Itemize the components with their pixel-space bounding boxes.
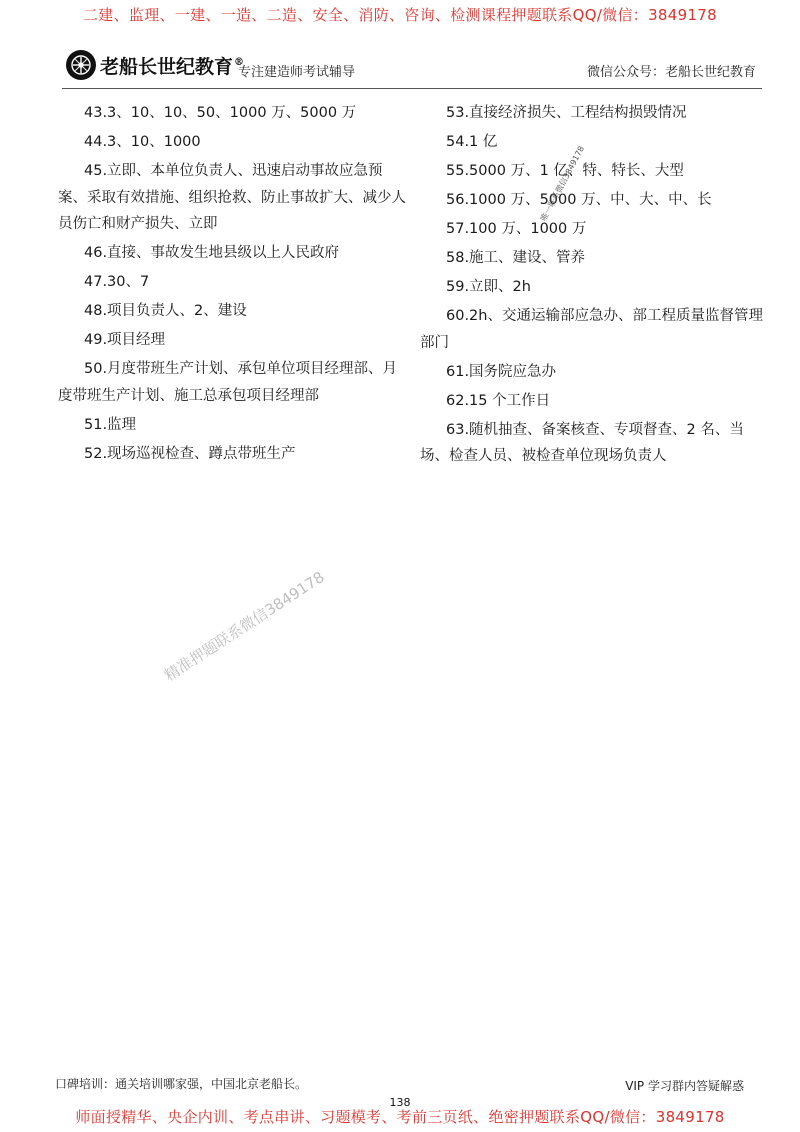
answer-item-58: 58.施工、建设、管养 xyxy=(446,250,586,266)
answer-item-62: 62.15 个工作日 xyxy=(446,392,551,409)
answer-item-60: 60.2h、交通运输部应急办、部工程质量监督管理部门 xyxy=(420,308,763,351)
header-divider xyxy=(62,88,762,89)
footer-vip-note: VIP 学习群内答疑解惑 xyxy=(625,1079,744,1093)
ship-captain-logo-icon xyxy=(66,50,96,80)
brand-logo xyxy=(66,50,244,80)
answer-item-54: 54.1 亿 xyxy=(446,134,498,150)
footer-slogan: 口碑培训：通关培训哪家强，中国北京老船长。 xyxy=(55,1077,308,1091)
diagonal-watermark: 精准押题联系微信3849178 xyxy=(161,567,328,685)
answer-column-right xyxy=(420,100,768,472)
answer-item-61: 61.国务院应急办 xyxy=(446,363,557,380)
page-number: 138 xyxy=(389,1096,411,1109)
answer-item-46: 46.直接、事故发生地县级以上人民政府 xyxy=(84,245,340,261)
answer-column-left xyxy=(58,100,406,470)
answer-item-59: 59.立即、2h xyxy=(446,279,531,295)
top-contact-banner: 二建、监理、一建、一造、二造、安全、消防、咨询、检测课程押题联系QQ/微信：3849178 xyxy=(83,6,717,24)
answer-item-56: 56.1000 万、5000 万、中、大、中、长 xyxy=(446,192,712,208)
answer-item-43: 43.3、10、10、50、1000 万、5000 万 xyxy=(84,105,357,121)
answer-item-57: 57.100 万、1000 万 xyxy=(446,221,587,237)
answer-item-53: 53.直接经济损失、工程结构损毁情况 xyxy=(446,105,687,121)
answer-item-45: 45.立即、本单位负责人、迅速启动事故应急预案、采取有效措施、组织抢救、防止事故扩大、减少人员伤亡和财产损失、立即 xyxy=(58,163,406,232)
header-tagline: 专注建造师考试辅导 xyxy=(238,65,356,80)
header-wechat-account: 微信公众号：老船长世纪教育 xyxy=(586,65,756,80)
answer-item-51: 51.监理 xyxy=(84,416,137,433)
answer-item-44: 44.3、10、1000 xyxy=(84,134,201,150)
page-header xyxy=(62,50,762,86)
answer-item-47: 47.30、7 xyxy=(84,274,150,290)
bottom-contact-banner: 师面授精华、央企内训、考点串讲、习题模考、考前三页纸、绝密押题联系QQ/微信：3849178 xyxy=(75,1108,725,1126)
brand-name: 老船长世纪教育® xyxy=(100,55,245,78)
registered-mark: ® xyxy=(234,57,245,69)
contact-stamp: 唯一联系微信3849178 xyxy=(538,144,587,223)
answer-item-63: 63.随机抽查、备案核查、专项督查、2 名、当场、检查人员、被检查单位现场负责人 xyxy=(420,421,744,464)
answer-item-48: 48.项目负责人、2、建设 xyxy=(84,303,247,319)
answer-item-52: 52.现场巡视检查、蹲点带班生产 xyxy=(84,445,296,462)
answer-item-49: 49.项目经理 xyxy=(84,332,166,348)
answer-item-55: 55.5000 万、1 亿、特、特长、大型 xyxy=(446,163,684,179)
answer-item-50: 50.月度带班生产计划、承包单位项目经理部、月度带班生产计划、施工总承包项目经理部 xyxy=(58,361,398,404)
